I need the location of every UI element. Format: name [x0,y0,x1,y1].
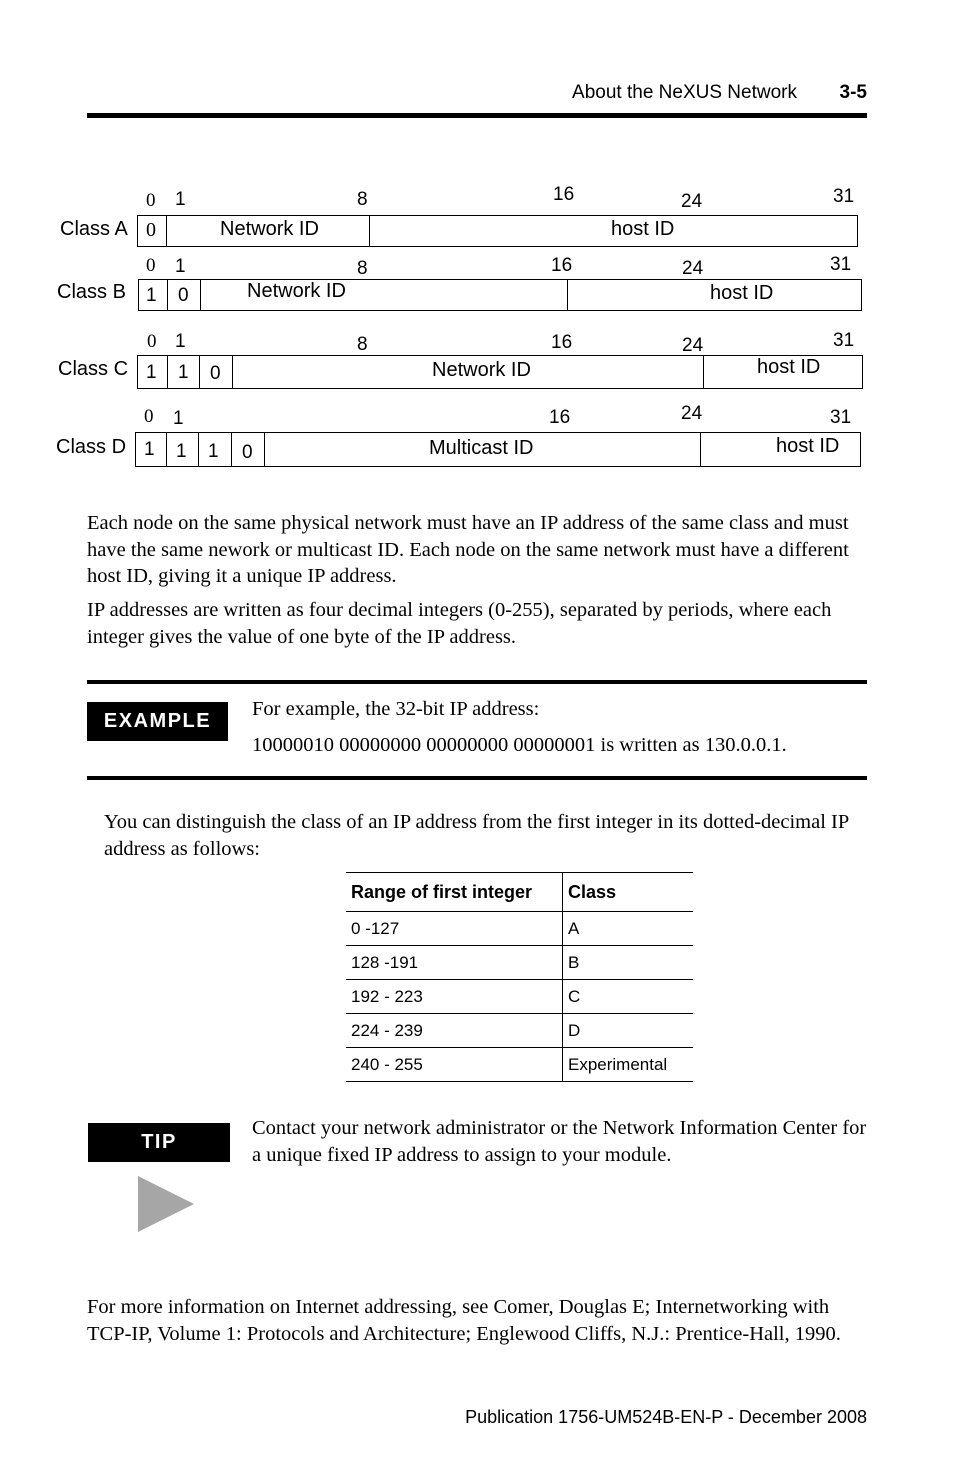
class-cell: A [563,912,694,946]
bit-8-label: 8 [357,258,368,279]
header-section-title: About the NeXUS Network [572,82,797,103]
header-rule [87,113,867,118]
bit-8-label: 8 [357,334,368,355]
class-d-prefix-bit: 1 [144,439,155,460]
class-cell: D [563,1014,694,1048]
table-row [346,980,693,1014]
divider-line [231,432,232,467]
example-tag: EXAMPLE [87,702,228,741]
class-d-label: Class D [56,436,127,458]
bit-0-label: 0 [147,331,157,352]
bit-31-label: 31 [833,330,855,351]
bit-1-label: 1 [175,331,186,352]
bit-16-label: 16 [549,407,571,428]
class-cell: C [563,980,694,1014]
class-a-label: Class A [60,218,128,240]
ip-class-table [346,872,693,1082]
example-line-1: For example, the 32-bit IP address: [252,698,540,720]
divider-line [167,279,168,311]
bit-0-label: 0 [144,406,154,427]
page-number: 3-5 [839,82,867,103]
tip-tag: TIP [88,1123,230,1162]
bit-24-label: 24 [681,403,703,424]
example-bottom-rule [87,776,867,780]
table-header-row [346,873,693,912]
range-cell: 192 - 223 [346,980,563,1014]
paragraph-same-class: Each node on the same physical network must have an IP address of the same class and must have the same nework or multicast ID. Each node on the same network must have a different host ID, giving it a unique IP address. [87,512,849,587]
class-c-prefix-bit: 1 [146,362,157,383]
bit-24-label: 24 [682,335,704,356]
class-c-network-id: Network ID [432,359,531,381]
bit-16-label: 16 [551,255,573,276]
bit-8-label: 8 [357,189,368,210]
example-top-rule [87,680,867,684]
range-cell: 0 -127 [346,912,563,946]
divider-line [198,432,199,467]
bit-1-label: 1 [173,408,184,429]
class-cell: Experimental [563,1048,694,1082]
class-d-prefix-bit: 0 [242,442,253,463]
column-header-class: Class [563,873,694,912]
class-a-host-id: host ID [611,218,675,240]
range-cell: 224 - 239 [346,1014,563,1048]
paragraph-distinguish-class: You can distinguish the class of an IP address from the first integer in its dotted-decimal IP address as follows: [104,811,849,860]
bit-0-label: 0 [146,190,156,211]
divider-line [200,279,201,311]
range-cell: 240 - 255 [346,1048,563,1082]
class-d-prefix-bit: 1 [176,441,187,462]
bit-16-label: 16 [553,184,575,205]
class-b-prefix-bit: 0 [178,285,189,306]
class-c-host-id: host ID [757,356,821,378]
bit-1-label: 1 [175,256,186,277]
bit-24-label: 24 [682,258,704,279]
class-b-host-id: host ID [710,282,774,304]
divider-line [167,355,168,389]
bit-16-label: 16 [551,332,573,353]
table-row [346,946,693,980]
divider-line [264,432,265,467]
range-cell: 128 -191 [346,946,563,980]
class-cell: B [563,946,694,980]
divider-line [703,355,704,389]
class-c-prefix-bit: 1 [178,362,189,383]
bit-31-label: 31 [833,186,855,207]
tip-text: Contact your network administrator or the Network Information Center for a unique fixed IP address to assign to your module. [252,1117,867,1166]
class-a-network-id: Network ID [220,218,319,240]
divider-line [166,215,167,247]
class-b-network-id: Network ID [247,280,346,302]
bit-24-label: 24 [681,191,703,212]
class-c-prefix-bit: 0 [210,363,221,384]
class-d-prefix-bit: 1 [208,441,219,462]
divider-line [199,355,200,389]
class-d-multicast-id: Multicast ID [429,437,534,459]
class-b-prefix-bit: 1 [146,285,157,306]
divider-line [567,279,568,311]
class-a-prefix-bit: 0 [146,219,156,241]
bit-31-label: 31 [830,254,852,275]
divider-line [700,432,701,467]
column-header-range: Range of first integer [346,873,563,912]
divider-line [369,215,370,247]
class-b-label: Class B [57,281,126,303]
example-line-2: 10000010 00000000 00000000 00000001 is written as 130.0.0.1. [252,734,787,756]
publication-footer: Publication 1756-UM524B-EN-P - December 2008 [465,1407,867,1427]
play-triangle-icon [138,1176,194,1232]
class-d-host-id: host ID [776,435,840,457]
bit-0-label: 0 [146,255,156,276]
class-c-label: Class C [58,358,129,380]
divider-line [166,432,167,467]
table-row [346,1048,693,1082]
bit-31-label: 31 [830,407,852,428]
bit-1-label: 1 [175,189,186,210]
paragraph-more-info: For more information on Internet addressing, see Comer, Douglas E; Internetworking with TCP-IP, Volume 1: Protocols and Architecture; Englewood Cliffs, N.J.: Prentice-Hall, 1990. [87,1296,841,1345]
paragraph-ip-format: IP addresses are written as four decimal integers (0-255), separated by periods, where each integer gives the value of one byte of the IP address. [87,599,832,648]
table-row [346,912,693,946]
divider-line [232,355,233,389]
table-row [346,1014,693,1048]
